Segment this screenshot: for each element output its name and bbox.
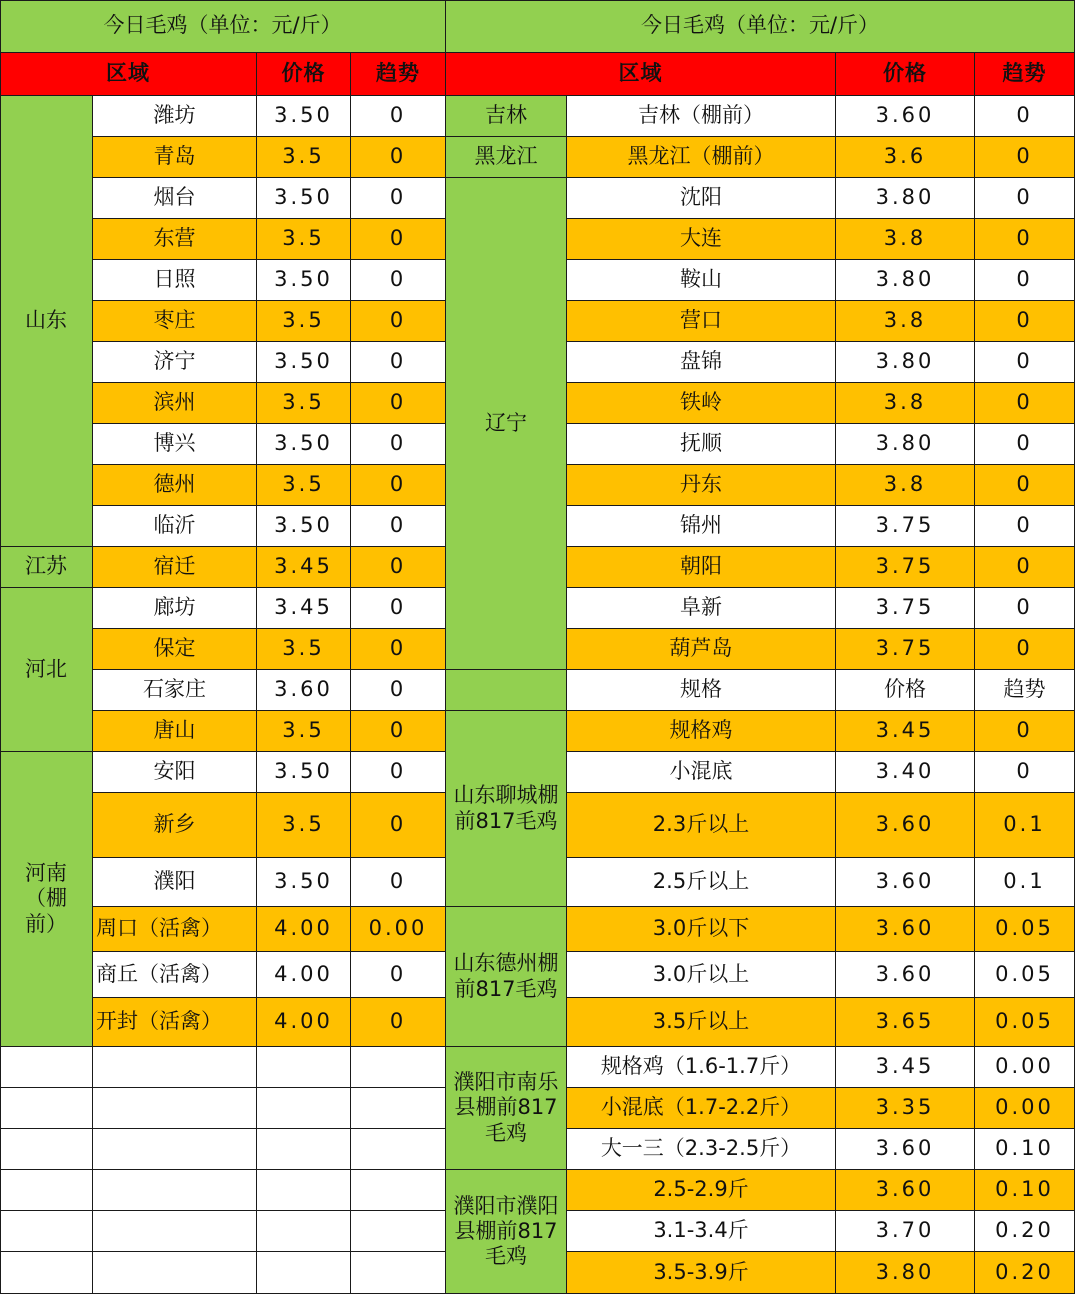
city-cell: 商丘（活禽）: [93, 952, 257, 998]
item-cell: 大一三（2.3-2.5斤）: [567, 1129, 836, 1170]
price-cell: 3.6: [836, 137, 975, 178]
price-cell: 3.45: [836, 711, 975, 752]
trend-cell: 0: [975, 301, 1075, 342]
price-cell: 3.80: [836, 1252, 975, 1294]
trend-cell: 0: [975, 424, 1075, 465]
price-cell: 3.50: [257, 752, 351, 793]
trend-cell: 0: [351, 219, 446, 260]
price-cell: 3.50: [257, 342, 351, 383]
trend-cell: 0: [351, 952, 446, 998]
province-cell: 江苏: [0, 547, 93, 588]
trend-cell: 0: [975, 383, 1075, 424]
item-cell: 营口: [567, 301, 836, 342]
empty-cell: [93, 1047, 257, 1088]
region-group-cell: 辽宁: [446, 178, 567, 670]
price-cell: 3.50: [257, 506, 351, 547]
title-left: 今日毛鸡（单位：元/斤）: [0, 0, 446, 53]
price-cell: 3.80: [836, 178, 975, 219]
price-cell: 4.00: [257, 907, 351, 952]
trend-cell: 0: [351, 670, 446, 711]
price-cell: 3.60: [836, 96, 975, 137]
item-cell: 鞍山: [567, 260, 836, 301]
item-cell: 葫芦岛: [567, 629, 836, 670]
price-cell: 3.8: [836, 301, 975, 342]
empty-cell: [93, 1211, 257, 1252]
trend-cell: 0: [351, 858, 446, 907]
item-cell: 3.0斤以下: [567, 907, 836, 952]
price-cell: 3.60: [836, 907, 975, 952]
trend-cell: 0.10: [975, 1129, 1075, 1170]
trend-cell: 0: [351, 178, 446, 219]
spec-header-price: 价格: [836, 670, 975, 711]
price-cell: 3.75: [836, 629, 975, 670]
price-cell: 3.5: [257, 465, 351, 506]
trend-cell: 0: [975, 465, 1075, 506]
trend-cell: 0: [351, 998, 446, 1047]
item-cell: 铁岭: [567, 383, 836, 424]
empty-cell: [351, 1211, 446, 1252]
city-cell: 安阳: [93, 752, 257, 793]
city-cell: 潍坊: [93, 96, 257, 137]
price-cell: 3.75: [836, 506, 975, 547]
price-cell: 3.45: [257, 547, 351, 588]
trend-cell: 0: [351, 547, 446, 588]
city-cell: 开封（活禽）: [93, 998, 257, 1047]
trend-cell: 0: [975, 752, 1075, 793]
item-cell: 3.5-3.9斤: [567, 1252, 836, 1294]
item-cell: 2.5-2.9斤: [567, 1170, 836, 1211]
trend-cell: 0.00: [975, 1088, 1075, 1129]
price-cell: 3.75: [836, 588, 975, 629]
trend-cell: 0: [351, 96, 446, 137]
item-cell: 3.1-3.4斤: [567, 1211, 836, 1252]
price-cell: 4.00: [257, 998, 351, 1047]
price-cell: 3.75: [836, 547, 975, 588]
item-cell: 阜新: [567, 588, 836, 629]
empty-cell: [351, 1129, 446, 1170]
trend-cell: 0.05: [975, 952, 1075, 998]
empty-cell: [0, 1170, 93, 1211]
province-cell: 河北: [0, 588, 93, 752]
price-cell: 3.5: [257, 301, 351, 342]
empty-cell: [257, 1211, 351, 1252]
trend-cell: 0: [975, 711, 1075, 752]
empty-cell: [257, 1252, 351, 1294]
price-cell: 3.60: [836, 1129, 975, 1170]
region-group-cell: 山东德州棚前817毛鸡: [446, 907, 567, 1047]
trend-cell: 0: [975, 342, 1075, 383]
price-cell: 3.70: [836, 1211, 975, 1252]
city-cell: 保定: [93, 629, 257, 670]
price-cell: 3.5: [257, 711, 351, 752]
price-cell: 3.8: [836, 219, 975, 260]
city-cell: 临沂: [93, 506, 257, 547]
trend-cell: 0.20: [975, 1252, 1075, 1294]
city-cell: 博兴: [93, 424, 257, 465]
price-cell: 3.50: [257, 178, 351, 219]
city-cell: 东营: [93, 219, 257, 260]
item-cell: 小混底: [567, 752, 836, 793]
trend-cell: 0.00: [975, 1047, 1075, 1088]
trend-cell: 0: [351, 137, 446, 178]
item-cell: 朝阳: [567, 547, 836, 588]
trend-cell: 0: [351, 301, 446, 342]
price-cell: 3.5: [257, 793, 351, 858]
province-cell: 山东: [0, 96, 93, 547]
item-cell: 锦州: [567, 506, 836, 547]
trend-cell: 0.10: [975, 1170, 1075, 1211]
city-cell: 唐山: [93, 711, 257, 752]
trend-cell: 0: [351, 629, 446, 670]
header-region-right: 区域: [446, 53, 836, 96]
trend-cell: 0.05: [975, 907, 1075, 952]
trend-cell: 0: [351, 465, 446, 506]
trend-cell: 0: [351, 383, 446, 424]
city-cell: 日照: [93, 260, 257, 301]
province-cell: 河南（棚前）: [0, 752, 93, 1047]
price-cell: 3.50: [257, 858, 351, 907]
price-cell: 4.00: [257, 952, 351, 998]
price-cell: 3.60: [836, 1170, 975, 1211]
trend-cell: 0.00: [351, 907, 446, 952]
price-cell: 3.80: [836, 342, 975, 383]
city-cell: 烟台: [93, 178, 257, 219]
region-group-cell: 濮阳市南乐县棚前817毛鸡: [446, 1047, 567, 1170]
empty-cell: [0, 1211, 93, 1252]
trend-cell: 0.1: [975, 858, 1075, 907]
city-cell: 济宁: [93, 342, 257, 383]
price-cell: 3.50: [257, 96, 351, 137]
trend-cell: 0.20: [975, 1211, 1075, 1252]
empty-cell: [351, 1170, 446, 1211]
item-cell: 2.5斤以上: [567, 858, 836, 907]
empty-cell: [0, 1252, 93, 1294]
price-cell: 3.60: [836, 858, 975, 907]
city-cell: 德州: [93, 465, 257, 506]
spec-header-item: 规格: [567, 670, 836, 711]
price-cell: 3.60: [836, 793, 975, 858]
trend-cell: 0: [975, 219, 1075, 260]
header-price-right: 价格: [836, 53, 975, 96]
price-cell: 3.45: [836, 1047, 975, 1088]
trend-cell: 0: [351, 424, 446, 465]
region-group-cell: 黑龙江: [446, 137, 567, 178]
trend-cell: 0: [975, 629, 1075, 670]
trend-cell: 0: [351, 588, 446, 629]
item-cell: 规格鸡（1.6-1.7斤）: [567, 1047, 836, 1088]
empty-cell: [257, 1047, 351, 1088]
region-group-cell: 吉林: [446, 96, 567, 137]
trend-cell: 0: [351, 342, 446, 383]
trend-cell: 0: [351, 260, 446, 301]
price-cell: 3.80: [836, 260, 975, 301]
price-cell: 3.50: [257, 424, 351, 465]
region-group-cell: 山东聊城棚前817毛鸡: [446, 711, 567, 907]
empty-cell: [257, 1088, 351, 1129]
trend-cell: 0.05: [975, 998, 1075, 1047]
title-right: 今日毛鸡（单位：元/斤）: [446, 0, 1075, 53]
spec-header-trend: 趋势: [975, 670, 1075, 711]
trend-cell: 0: [351, 506, 446, 547]
price-cell: 3.40: [836, 752, 975, 793]
empty-cell: [351, 1047, 446, 1088]
trend-cell: 0: [975, 178, 1075, 219]
city-cell: 濮阳: [93, 858, 257, 907]
item-cell: 盘锦: [567, 342, 836, 383]
price-cell: 3.50: [257, 260, 351, 301]
price-cell: 3.60: [257, 670, 351, 711]
empty-cell: [93, 1170, 257, 1211]
city-cell: 宿迁: [93, 547, 257, 588]
trend-cell: 0: [351, 711, 446, 752]
city-cell: 周口（活禽）: [93, 907, 257, 952]
price-cell: 3.8: [836, 383, 975, 424]
trend-cell: 0: [975, 547, 1075, 588]
header-trend-left: 趋势: [351, 53, 446, 96]
price-cell: 3.5: [257, 629, 351, 670]
item-cell: 沈阳: [567, 178, 836, 219]
item-cell: 大连: [567, 219, 836, 260]
empty-cell: [0, 1129, 93, 1170]
price-cell: 3.80: [836, 424, 975, 465]
item-cell: 吉林（棚前）: [567, 96, 836, 137]
empty-cell: [93, 1129, 257, 1170]
trend-cell: 0.1: [975, 793, 1075, 858]
empty-cell: [351, 1088, 446, 1129]
trend-cell: 0: [975, 96, 1075, 137]
item-cell: 抚顺: [567, 424, 836, 465]
item-cell: 3.5斤以上: [567, 998, 836, 1047]
city-cell: 青岛: [93, 137, 257, 178]
empty-cell: [257, 1170, 351, 1211]
item-cell: 小混底（1.7-2.2斤）: [567, 1088, 836, 1129]
city-cell: 滨州: [93, 383, 257, 424]
region-group-cell: [446, 670, 567, 711]
city-cell: 枣庄: [93, 301, 257, 342]
item-cell: 黑龙江（棚前）: [567, 137, 836, 178]
city-cell: 石家庄: [93, 670, 257, 711]
header-region-left: 区域: [0, 53, 257, 96]
item-cell: 丹东: [567, 465, 836, 506]
city-cell: 廊坊: [93, 588, 257, 629]
item-cell: 3.0斤以上: [567, 952, 836, 998]
trend-cell: 0: [975, 588, 1075, 629]
empty-cell: [0, 1047, 93, 1088]
trend-cell: 0: [351, 793, 446, 858]
item-cell: 规格鸡: [567, 711, 836, 752]
empty-cell: [93, 1088, 257, 1129]
trend-cell: 0: [975, 260, 1075, 301]
price-cell: 3.45: [257, 588, 351, 629]
empty-cell: [351, 1252, 446, 1294]
price-cell: 3.5: [257, 137, 351, 178]
price-cell: 3.5: [257, 219, 351, 260]
empty-cell: [257, 1129, 351, 1170]
price-cell: 3.60: [836, 952, 975, 998]
price-cell: 3.65: [836, 998, 975, 1047]
region-group-cell: 濮阳市濮阳县棚前817毛鸡: [446, 1170, 567, 1294]
trend-cell: 0: [975, 137, 1075, 178]
price-cell: 3.35: [836, 1088, 975, 1129]
header-price-left: 价格: [257, 53, 351, 96]
price-cell: 3.8: [836, 465, 975, 506]
empty-cell: [0, 1088, 93, 1129]
item-cell: 2.3斤以上: [567, 793, 836, 858]
price-cell: 3.5: [257, 383, 351, 424]
trend-cell: 0: [975, 506, 1075, 547]
empty-cell: [93, 1252, 257, 1294]
trend-cell: 0: [351, 752, 446, 793]
city-cell: 新乡: [93, 793, 257, 858]
header-trend-right: 趋势: [975, 53, 1075, 96]
